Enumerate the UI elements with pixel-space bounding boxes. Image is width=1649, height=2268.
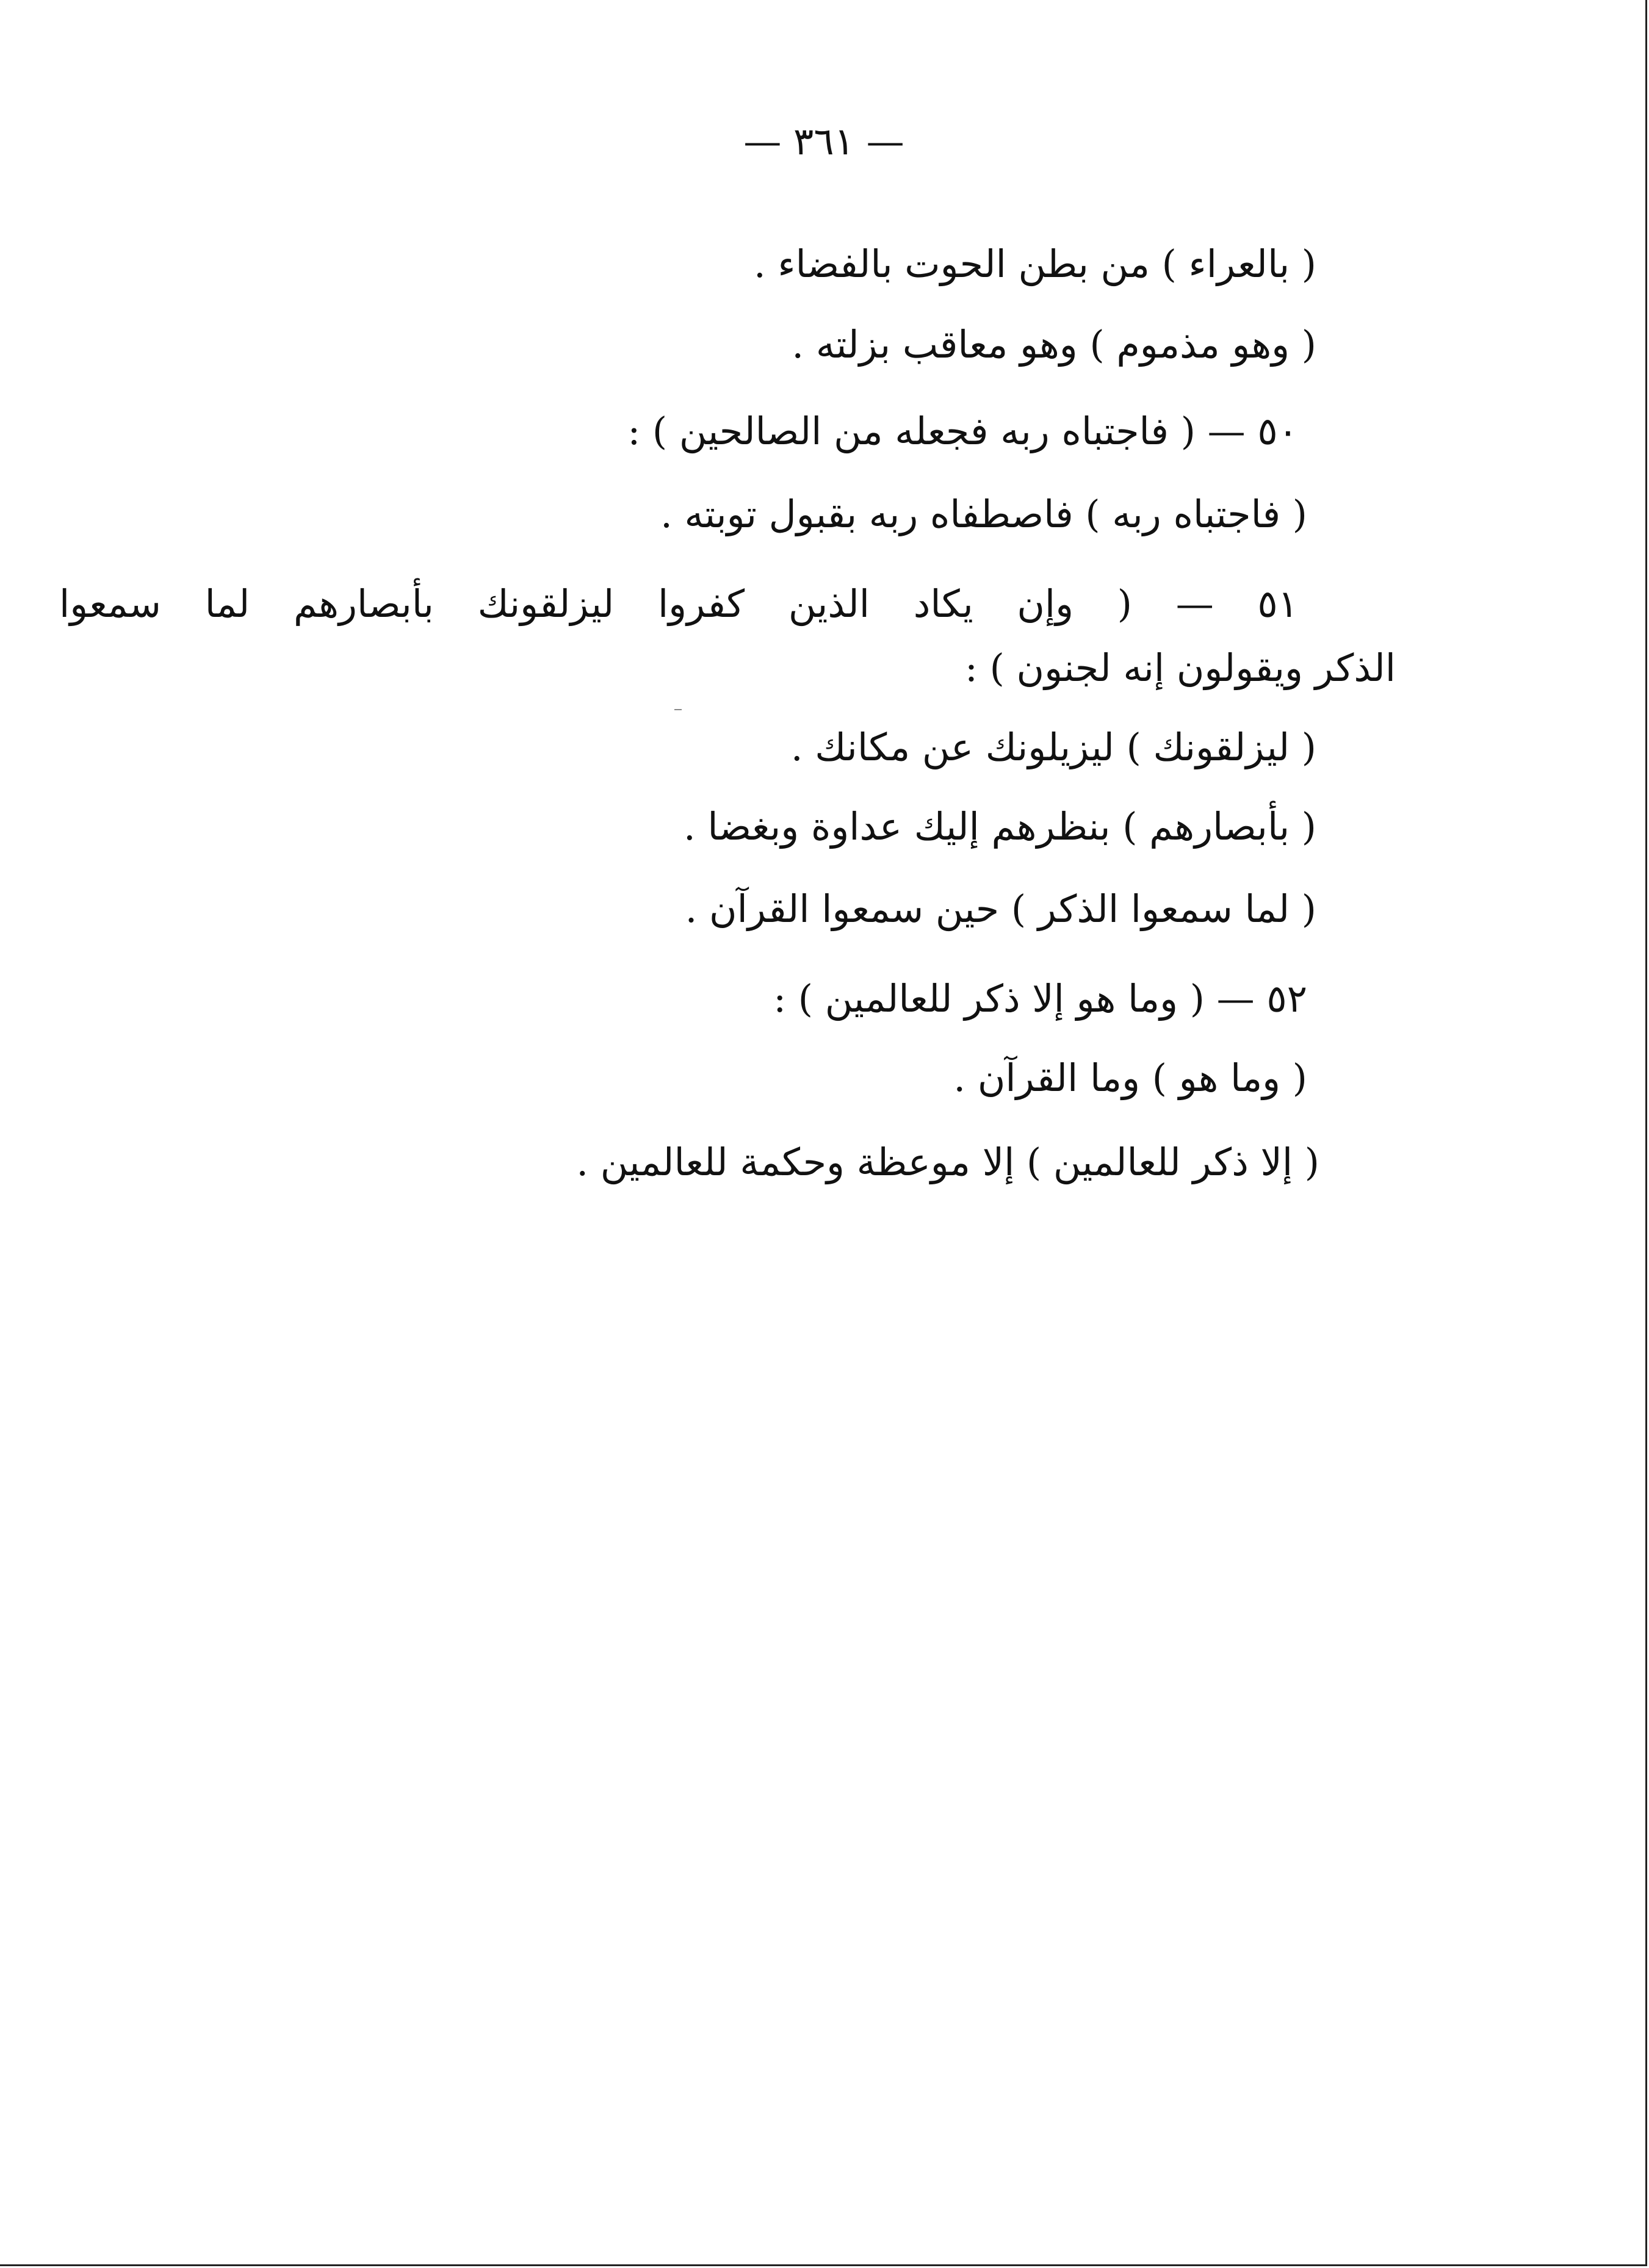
text-line-12: ( إلا ذكر للعالمين ) إلا موعظة وحكمة للعالمين .	[576, 1140, 1319, 1184]
text-line-8: ( بأبصارهم ) بنظرهم إليك عداوة وبغضا .	[683, 804, 1316, 849]
verse-51-continuation: الذكر ويقولون إنه لجنون ) :	[965, 646, 1396, 690]
verse-51-heading: ٥١ — ( وإن يكاد الذين كفروا ليزلقونك بأبصارهم لما سمعوا	[59, 581, 1298, 626]
verse-52-heading: ٥٢ — ( وما هو إلا ذكر للعالمين ) :	[773, 976, 1307, 1021]
text-line-1: ( بالعراء ) من بطن الحوت بالفضاء .	[753, 242, 1316, 286]
page-number: — ٣٦١ —	[743, 119, 904, 164]
text-line-11: ( وما هو ) وما القرآن .	[953, 1056, 1307, 1100]
text-line-9: ( لما سمعوا الذكر ) حين سمعوا القرآن .	[685, 887, 1316, 931]
verse-50-heading: ٥٠ — ( فاجتباه ربه فجعله من الصالحين ) :	[627, 409, 1298, 453]
text-line-7: ( ليزلقونك ) ليزيلونك عن مكانك .	[790, 725, 1316, 769]
text-line-4: ( فاجتباه ربه ) فاصطفاه ربه بقبول توبته .	[660, 492, 1307, 536]
scan-mark	[674, 709, 682, 710]
text-line-2: ( وهو مذموم ) وهو معاقب بزلته .	[792, 322, 1316, 367]
